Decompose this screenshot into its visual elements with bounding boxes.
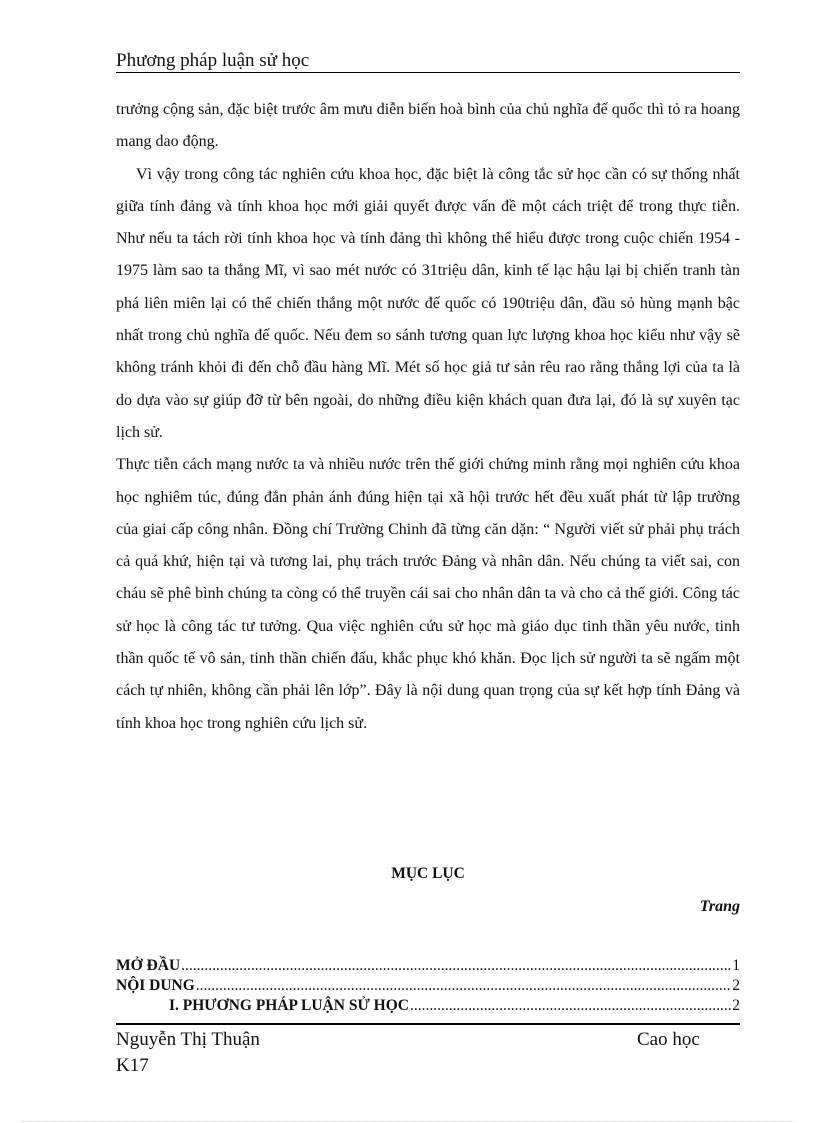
toc-entry	[116, 956, 740, 976]
toc-heading: MỤC LỤC	[391, 865, 465, 882]
paragraph: Vì vậy trong công tác nghiên cứu khoa học, đặc biệt là công tắc sử học cần có sự thống nhất giữa tính đảng và tính khoa học mới giải quyết được vấn đề một cách triệt để trong thực tiễn. Như nếu ta tách rời tính khoa học và tính đảng thì không thể hiểu được trong cuộc chiến 1954 - 1975 làm sao ta thắng Mĩ, vì sao mét nước có 31triệu dân, kinh tế lạc hậu lại bị chiến tranh tàn phá liên miên lại có thể chiến thắng một nước đế quốc có 190triệu dân, đầu sỏ hùng mạnh bậc nhất trong chủ nghĩa đế quốc. Nếu đem so sánh tương quan lực lượng khoa học kiểu như vậy sẽ không tránh khỏi đi đến chỗ đầu hàng Mĩ. Mét số học giả tư sản rêu rao rằng thắng lợi của ta là do dựa vào sự giúp đỡ từ bên ngoài, do những điều kiện khách quan đưa lại, đó là sự xuyên tạc lịch sử.	[116, 165, 740, 441]
toc-entry	[116, 976, 740, 996]
toc-entry-page: 2	[732, 977, 740, 994]
toc-entry-label: NỘI DUNG	[116, 977, 195, 994]
toc-entry-label: I. PHƯƠNG PHÁP LUẬN SỬ HỌC	[169, 997, 409, 1014]
toc-entry-label: MỞ ĐẦU	[116, 957, 181, 974]
running-header-title: Phương pháp luận sử học	[116, 50, 310, 71]
footer-author-name: Nguyễn Thị Thuận	[116, 1029, 260, 1050]
table-of-contents	[116, 956, 740, 1016]
toc-entry-page: 1	[732, 957, 740, 974]
toc-leader-dots	[181, 956, 731, 976]
body-text	[116, 94, 740, 740]
toc-leader-dots	[196, 976, 731, 996]
footer-rule	[116, 1023, 740, 1025]
paragraph: Thực tiễn cách mạng nước ta và nhiều nước trên thế giới chứng minh rằng mọi nghiên cứu khoa học nghiêm túc, đúng đắn phản ánh đúng hiện tại xã hội trước hết đều xuất phát từ lập trường của giai cấp công nhân. Đồng chí Trường Chinh đã từng căn dặn: “ Người viết sử phải phụ trách cả quá khứ, hiện tại và tương lai, phụ trách trước Đảng và nhân dân. Nếu chúng ta viết sai, con cháu sẽ phê bình chúng ta còng có thể truyền cái sai cho nhân dân ta và cho cả thế giới. Công tác sử học là công tác tư tưởng. Qua việc nghiên cứu sử học mà giáo dục tinh thần yêu nước, tinh thần quốc tế vô sản, tinh thần chiến đấu, khắc phục khó khăn. Đọc lịch sử người ta sẽ ngấm một cách tự nhiên, không cần phải lên lớp”. Đây là nội dung quan trọng của sự kết hợp tính Đảng và tính khoa học trong nghiên cứu lịch sử.	[116, 456, 740, 732]
paragraph-continuation: trưởng cộng sản, đặc biệt trước âm mưu diễn biến hoà bình của chủ nghĩa đế quốc thì tỏ ra hoang mang dao động.	[116, 101, 740, 151]
toc-entry-page: 2	[732, 997, 740, 1014]
page-edge	[22, 1121, 794, 1122]
toc-entry	[116, 996, 740, 1016]
toc-page-label: Trang	[699, 898, 740, 915]
toc-leader-dots	[410, 996, 731, 1016]
header-rule	[116, 72, 740, 73]
footer-class: K17	[116, 1055, 149, 1076]
footer-degree: Cao học	[637, 1029, 700, 1050]
